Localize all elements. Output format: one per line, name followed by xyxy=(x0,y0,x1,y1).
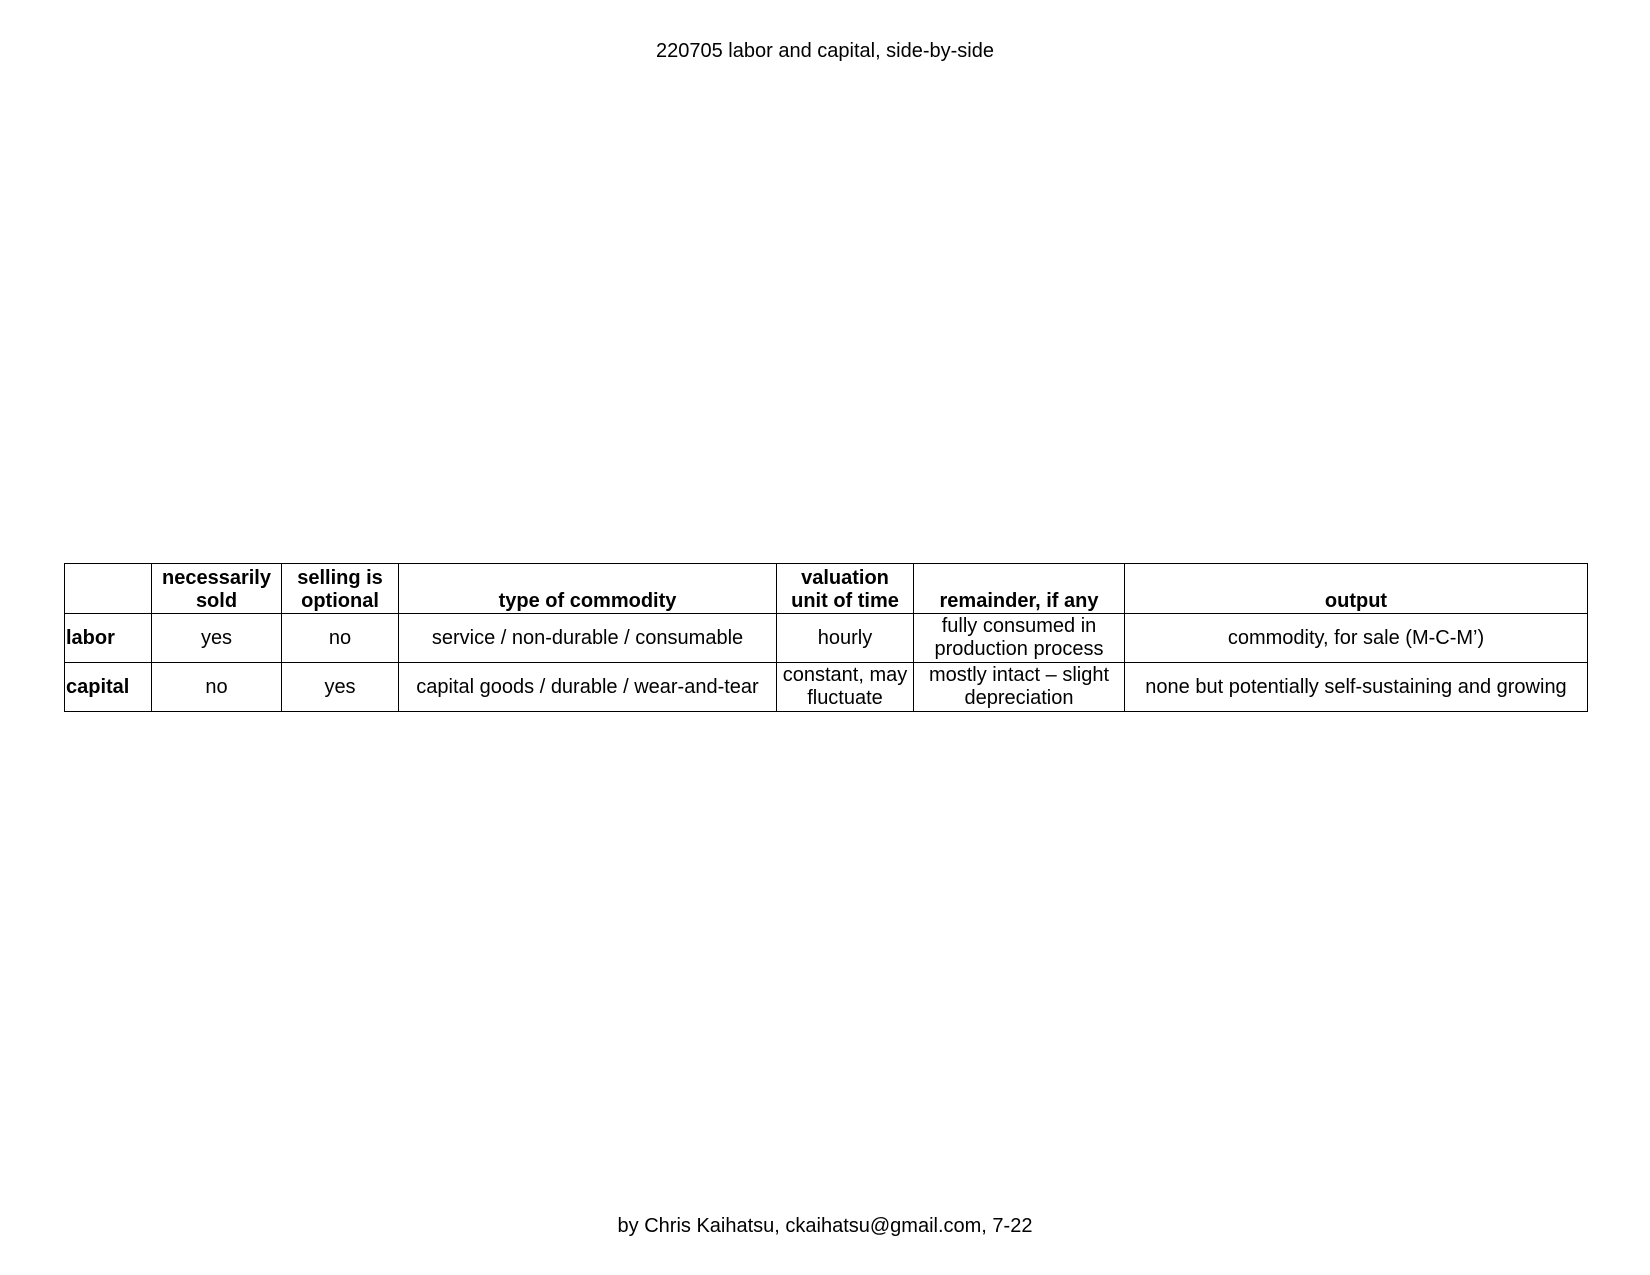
table-cell: yes xyxy=(282,663,399,712)
table-cell: no xyxy=(282,614,399,663)
table-cell: service / non-durable / consumable xyxy=(399,614,777,663)
table-row-labor xyxy=(65,614,1588,663)
table-cell: capital goods / durable / wear-and-tear xyxy=(399,663,777,712)
table-cell: constant, may fluctuate xyxy=(777,663,914,712)
table-cell: fully consumed in production process xyxy=(914,614,1125,663)
column-header-type-of-commodity: type of commodity xyxy=(399,564,777,614)
page-title: 220705 labor and capital, side-by-side xyxy=(656,40,994,62)
table-cell: commodity, for sale (M-C-M’) xyxy=(1125,614,1588,663)
page-footer: by Chris Kaihatsu, ckaihatsu@gmail.com, 7-22 xyxy=(617,1215,1033,1237)
table-cell: yes xyxy=(152,614,282,663)
table-cell: mostly intact – slight depreciation xyxy=(914,663,1125,712)
column-header-valuation-unit: valuation unit of time xyxy=(777,564,914,614)
table-header-row xyxy=(65,564,1588,614)
column-header-remainder: remainder, if any xyxy=(914,564,1125,614)
row-label: capital xyxy=(65,663,152,712)
table-cell: no xyxy=(152,663,282,712)
row-label: labor xyxy=(65,614,152,663)
column-header-necessarily-sold: necessarily sold xyxy=(152,564,282,614)
column-header-selling-optional: selling is optional xyxy=(282,564,399,614)
column-header-output: output xyxy=(1125,564,1588,614)
comparison-table xyxy=(64,563,1588,712)
table-row-capital xyxy=(65,663,1588,712)
table-cell: hourly xyxy=(777,614,914,663)
column-header xyxy=(65,564,152,614)
table-cell: none but potentially self-sustaining and growing xyxy=(1125,663,1588,712)
